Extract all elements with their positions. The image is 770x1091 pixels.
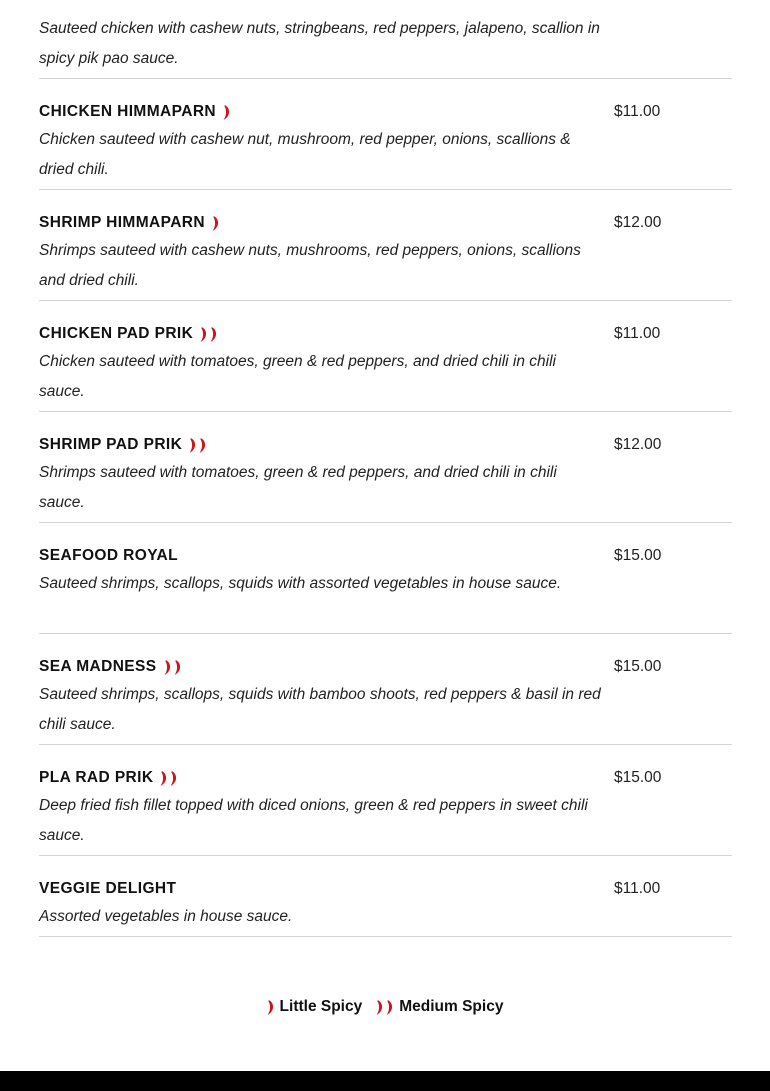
item-description: Assorted vegetables in house sauce.: [39, 908, 293, 925]
menu-item: [39, 412, 732, 523]
legend-little-spicy: [267, 998, 363, 1016]
item-description: Chicken sauteed with cashew nut, mushroom, red pepper, onions, scallions & dried chili.: [39, 131, 571, 178]
item-price: $11.00: [614, 103, 661, 120]
item-price: $15.00: [614, 658, 662, 675]
item-name: SEA MADNESS: [39, 658, 183, 676]
item-description: Sauteed shrimps, scallops, squids with assorted vegetables in house sauce.: [39, 575, 562, 592]
legend-medium-spicy: [376, 998, 503, 1016]
item-price: $15.00: [614, 547, 662, 564]
item-description: Sauteed chicken with cashew nuts, stringbeans, red peppers, jalapeno, scallion in spicy pik pao sauce.: [39, 20, 600, 67]
item-name: VEGGIE DELIGHT: [39, 880, 177, 897]
legend-label: Little Spicy: [279, 998, 363, 1015]
menu-item: [39, 745, 732, 856]
chili-icon: [376, 999, 395, 1016]
chili-icon: [223, 104, 232, 121]
item-description: Shrimps sauteed with tomatoes, green & red peppers, and dried chili in chili sauce.: [39, 464, 557, 511]
chili-icon: [267, 999, 276, 1016]
item-price: $12.00: [614, 214, 662, 231]
spice-legend: [0, 998, 770, 1016]
item-name: SHRIMP HIMMAPARN: [39, 214, 221, 232]
legend-label: Medium Spicy: [399, 998, 504, 1015]
menu-item: [39, 79, 732, 190]
chili-icon: [164, 659, 183, 676]
menu-item: [39, 301, 732, 412]
item-name: SEAFOOD ROYAL: [39, 547, 178, 564]
item-price: $15.00: [614, 769, 662, 786]
item-name: PLA RAD PRIK: [39, 769, 179, 787]
chili-icon: [160, 770, 179, 787]
chili-icon: [189, 437, 208, 454]
chili-icon: [212, 215, 221, 232]
item-description: Sauteed shrimps, scallops, squids with bamboo shoots, red peppers & basil in red chili sauce.: [39, 686, 601, 733]
item-description: Shrimps sauteed with cashew nuts, mushrooms, red peppers, onions, scallions and dried chili.: [39, 242, 581, 289]
footer-bar: [0, 1071, 770, 1091]
menu-item: [39, 856, 732, 937]
menu-item: [39, 190, 732, 301]
item-price: $11.00: [614, 880, 661, 897]
menu-item: [39, 0, 732, 79]
item-price: $11.00: [614, 325, 661, 342]
menu-list: [39, 0, 732, 937]
menu-item: [39, 634, 732, 745]
item-name: CHICKEN HIMMAPARN: [39, 103, 232, 121]
item-description: Chicken sauteed with tomatoes, green & red peppers, and dried chili in chili sauce.: [39, 353, 556, 400]
menu-item: [39, 523, 732, 634]
item-description: Deep fried fish fillet topped with diced onions, green & red peppers in sweet chili sauce.: [39, 797, 588, 844]
item-name: CHICKEN PAD PRIK: [39, 325, 219, 343]
item-name: SHRIMP PAD PRIK: [39, 436, 208, 454]
chili-icon: [200, 326, 219, 343]
item-price: $12.00: [614, 436, 662, 453]
